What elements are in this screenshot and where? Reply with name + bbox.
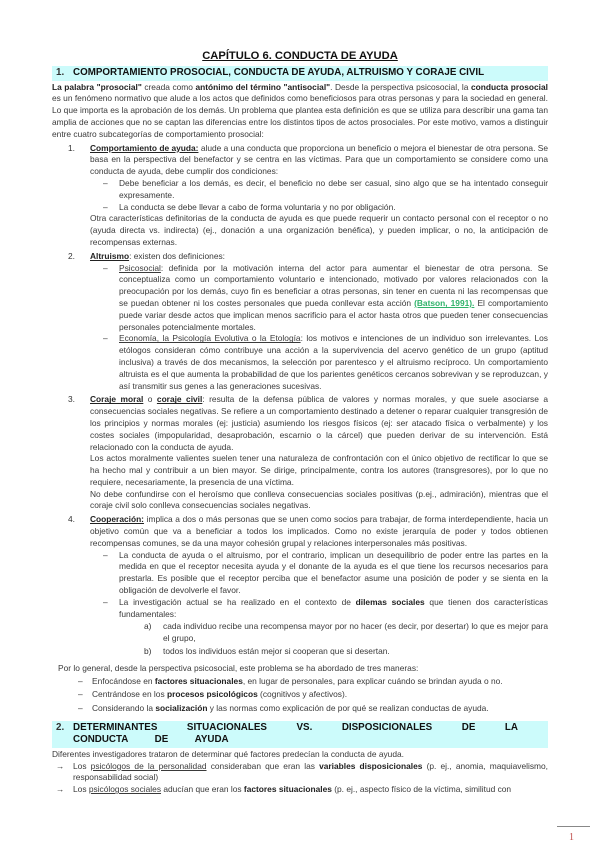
emphasized-term: conducta prosocial (470, 81, 548, 92)
list-marker: 2. (68, 250, 75, 261)
dash-bullet-icon: – (103, 596, 108, 607)
text-run: Enfocándose en (92, 676, 155, 687)
paragraph (52, 82, 548, 141)
arrow-bullet-item (52, 784, 548, 796)
text-run: que tienen dos características fundamentales: (119, 596, 548, 619)
list-item-continuation (52, 453, 548, 488)
list-marker: 1. (56, 67, 65, 78)
text-run: Por lo general, desde la perspectiva psicosocial, este problema se ha abordado de tres maneras: (58, 662, 419, 673)
dash-bullet-item (52, 597, 548, 621)
dash-bullet-icon: – (78, 702, 83, 713)
text-run: todos los individuos están mejor si cooperan que si desertan. (163, 646, 390, 657)
text-run: (p. ej., anomia, maquiavelismo, responsabilidad social) (73, 760, 548, 783)
emphasized-term: Economía, la Psicología Evolutiva o la Etología (119, 333, 301, 344)
list-marker: 3. (68, 394, 75, 405)
paragraph (52, 663, 548, 675)
emphasized-term: dilemas sociales (355, 596, 425, 607)
emphasized-term: coraje civil (156, 394, 203, 405)
dash-bullet-item (52, 676, 548, 688)
footer-divider (557, 826, 590, 827)
dash-bullet-icon: – (103, 177, 108, 188)
emphasized-term: factores situacionales (154, 676, 243, 687)
emphasized-term: Coraje moral (90, 394, 144, 405)
dash-bullet-item (52, 550, 548, 597)
dash-bullet-icon: – (78, 676, 83, 687)
text-run: : resulta de la defensa pública de valores y normas morales, y que suele asociarse a consecuencias sociales negativas. Se refiere a un comportamiento destinado a detener o reparar cualquier transgresión de los principios y normas morales (ej: justicia) asumiendo los riesgos físicos (ej: ser atacado física o verbalmente) y los costes sociales (impopularidad, desaprobación, escarnio o la cárcel) que pueden derivar de su intervención. Está relacionado con la conducta de ayuda. (90, 394, 548, 452)
text-run: Debe beneficiar a los demás, es decir, el beneficio no debe ser casual, sino algo que se ha intentado conseguir expresamente. (119, 177, 548, 200)
text-run: : definida por la motivación interna del actor para aumentar el bienestar de otra persona. Se conceptualiza como un comportamiento voluntario e intencionado, motivado por valores relacionados con la preocupación por los demás, cuyo fin es beneficiar a otras personas, sin tener en cuenta ni las recompensas que se puedan obtener ni los costes personales que pueda conllevar esta acción (119, 262, 548, 308)
text-run: Otra características definitorias de la conducta de ayuda es que puede requerir un contacto personal con el receptor o no (ayuda directa vs. indirecta) (ej., donación a una organización benéfica), y pueden implicar, o no, la anticipación de recompensas externas. (90, 213, 548, 247)
emphasized-term: antónimo del término "antisocial" (195, 81, 331, 92)
dash-bullet-icon: – (103, 262, 108, 273)
emphasized-term: factores situacionales (243, 784, 332, 795)
text-run: COMPORTAMIENTO PROSOCIAL, CONDUCTA DE AYUDA, ALTRUISMO Y CORAJE CIVIL (73, 67, 485, 78)
chapter-title: CAPÍTULO 6. CONDUCTA DE AYUDA (202, 50, 398, 62)
emphasized-term: Cooperación: (90, 514, 144, 525)
arrow-bullet-item (52, 761, 548, 785)
section-heading (52, 721, 548, 748)
text-run: (p. ej., aspecto físico de la víctima, similitud con (331, 784, 512, 795)
text-run: La investigación actual se ha realizado en el contexto de (119, 596, 356, 607)
text-run: creada como (141, 81, 196, 92)
emphasized-term: Altruismo (90, 250, 130, 261)
dash-bullet-item (52, 689, 548, 701)
text-run: alude a una conducta que proporciona un beneficio o mejora el bienestar de otra persona. Se basa en la perspectiva del benefactor y se centra en las víctimas. Para que un comportamiento se considere como una conducta de ayuda, debe cumplir dos condiciones: (90, 142, 549, 177)
dash-bullet-item (52, 178, 548, 202)
list-item-continuation (52, 489, 548, 513)
list-marker: 4. (68, 514, 75, 525)
text-run: consideraban que eran las (206, 760, 320, 771)
lettered-list-item (52, 621, 548, 645)
numbered-list-item (52, 143, 548, 178)
text-run: : existen dos definiciones: (129, 250, 225, 261)
emphasized-term: procesos psicológicos (166, 689, 258, 700)
dash-bullet-item (52, 202, 548, 214)
text-run: Los (73, 784, 89, 795)
list-marker: a) (144, 621, 152, 632)
text-run: No debe confundirse con el heroísmo que conlleva consecuencias sociales positivas (p.ej., admiración), mientras que el coraje civil solo conlleva consecuencias sociales negativas. (90, 488, 548, 511)
text-run: y las normas como explicación de por qué se realizan conductas de ayuda. (207, 702, 489, 713)
emphasized-term: Psicosocial (119, 262, 161, 273)
emphasized-term: Comportamiento de ayuda: (90, 142, 199, 153)
text-run: . Desde la perspectiva psicosocial, la (330, 81, 471, 92)
text-run: Centrándose en los (92, 689, 167, 700)
emphasized-term: psicólogos de la personalidad (90, 760, 207, 771)
numbered-list-item (52, 251, 548, 263)
emphasized-term: psicólogos sociales (88, 784, 162, 795)
dash-bullet-icon: – (78, 689, 83, 700)
page-number: 1 (569, 832, 574, 843)
dash-bullet-item (52, 333, 548, 392)
dash-bullet-icon: – (103, 333, 108, 344)
text-run: : los motivos e intenciones de un individuo son irrelevantes. Los etólogos consideran cómo contribuye una acción a la supervivencia del acervo genético de un grupo (aptitud inclusiva) a través de dos mecanismos, la selección por parentesco y el altruismo recíproco. Un comportamiento altruista es el que aumenta la probabilidad de que los parientes genéticos cercanos sobrevivan y se reproduzcan, y así transmitir sus genes a las generaciones sucesivas. (119, 333, 548, 391)
emphasized-term: La palabra "prosocial" (52, 81, 142, 92)
citation-link[interactable]: (Batson, 1991). (414, 297, 475, 308)
text-run: cada individuo recibe una recompensa mayor por no hacer (es decir, por desertar) lo que es mejor para el grupo, (163, 621, 548, 644)
arrow-bullet-icon: → (56, 760, 65, 771)
emphasized-term: socialización (155, 702, 208, 713)
dash-bullet-icon: – (103, 549, 108, 560)
list-marker: 1. (68, 142, 75, 153)
emphasized-term: variables disposicionales (319, 760, 423, 771)
text-run: La conducta se debe llevar a cabo de forma voluntaria y no por obligación. (119, 201, 396, 212)
text-run: Considerando la (92, 702, 156, 713)
arrow-bullet-icon: → (56, 784, 65, 795)
text-run: implica a dos o más personas que se unen como socios para trabajar, de forma interdependiente, hacia un objetivo común que va a beneficiar a todos los implicados. Como no existe jerarquía de poder y todos obtienen recompensas comunes, se da una mayor cohesión grupal y relaciones interpersonales más positivas. (90, 514, 548, 548)
numbered-list-item (52, 514, 548, 549)
lettered-list-item (52, 646, 548, 658)
text-run: El comportamiento puede variar desde actos que implican menos sacrificio para el actor hasta otros que pueden tener consecuencias personales potencialmente mortales. (119, 297, 548, 332)
section-heading (52, 66, 548, 81)
dash-bullet-icon: – (103, 201, 108, 212)
text-run: La conducta de ayuda o el altruismo, por el contrario, implican un desequilibrio de poder entre las partes en la medida en que el receptor necesita ayuda y el donante de la ayuda es el que tiene los recursos necesarios para prestarla. Es posible que el receptor perciba que el benefactor asume una posición de poder y se sienta en la obligación de devolverle el favor. (119, 549, 548, 596)
text-run: Los (73, 760, 91, 771)
text-run: DETERMINANTES SITUACIONALES VS. DISPOSICIONALES DE LA CONDUCTA DE AYUDA (73, 721, 518, 746)
document-body (52, 66, 548, 796)
paragraph (52, 749, 548, 761)
text-run: o (143, 394, 157, 405)
text-run: es un fenómeno normativo que alude a los actos que definidos como beneficiosos para otras personas y para la sociedad en general. Lo que importa es la aprobación de los demás. Un problema que plantea esta definición es que se utiliza para describir una gama tan amplia de acciones que no se captan las diferencias entre los distintos tipos de actos prosociales. Por este motivo, vamos a distinguir entre cuatro subcategorías de comportamiento prosocial: (52, 93, 548, 139)
text-run: (cognitivos y afectivos). (257, 689, 348, 700)
text-run: Los actos moralmente valientes suelen tener una naturaleza de confrontación con el único objetivo de rectificar lo que se ha hecho mal y contribuir a un bien mayor. Se dirige, principalmente, contra los autores (transgresores), por lo que no requiere, necesariamente, la presencia de una víctima. (90, 453, 548, 487)
dash-bullet-item (52, 703, 548, 715)
text-run: aducían que eran los (161, 784, 244, 795)
dash-bullet-item (52, 263, 548, 334)
list-marker: b) (144, 646, 152, 657)
numbered-list-item (52, 394, 548, 453)
text-run: , en lugar de personales, para explicar cuándo se brindan ayuda o no. (242, 676, 503, 687)
text-run: Diferentes investigadores trataron de determinar qué factores predecían la conducta de ayuda. (52, 748, 404, 759)
list-marker: 2. (56, 721, 65, 733)
list-item-continuation (52, 213, 548, 248)
